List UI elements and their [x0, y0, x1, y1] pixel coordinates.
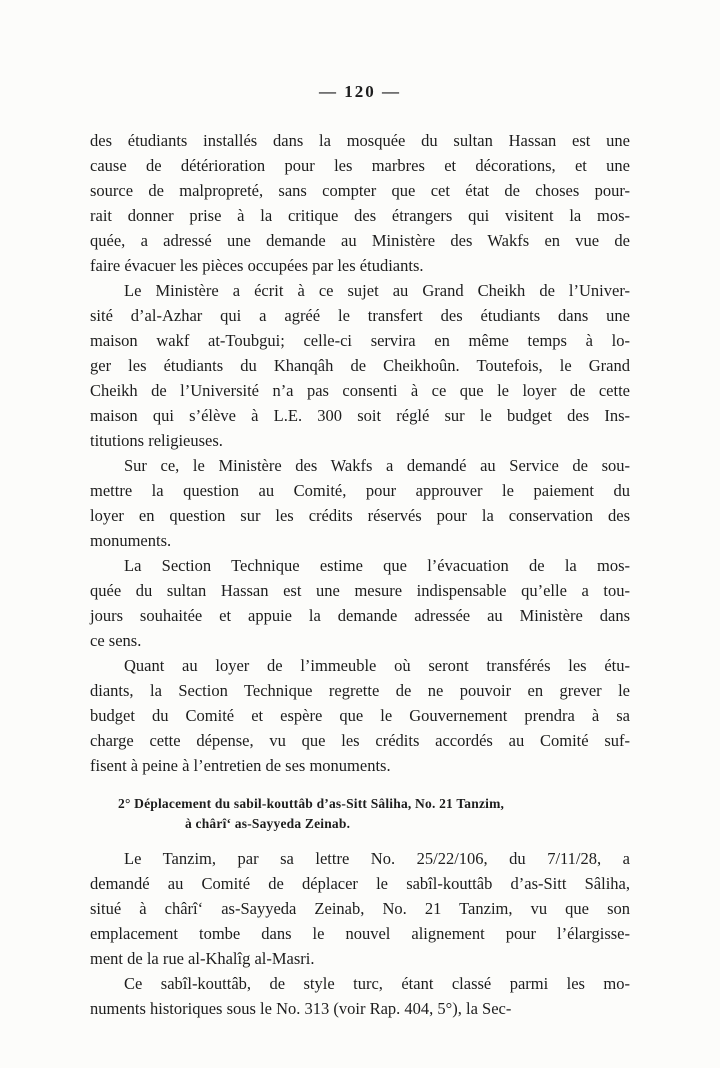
paragraph-wakfs-comite	[90, 453, 630, 553]
text-line: maison wakf at-Toubgui; celle-ci servira en même temps à lo-	[90, 331, 630, 350]
text-line: Sur ce, le Ministère des Wakfs a demandé au Service de sou-	[124, 456, 630, 475]
text-line: charge cette dépense, vu que les crédits accordés au Comité suf-	[90, 731, 630, 750]
text-line: fisent à peine à l’entretien de ses monuments.	[90, 756, 391, 775]
paragraph-ministere-cheikh	[90, 278, 630, 453]
text-line: emplacement tombe dans le nouvel alignement pour l’élargisse-	[90, 924, 630, 943]
text-line: maison qui s’élève à L.E. 300 soit réglé sur le budget des Ins-	[90, 406, 630, 425]
text-line: Le Tanzim, par sa lettre No. 25/22/106, du 7/11/28, a	[124, 849, 630, 868]
text-line: ment de la rue al-Khalîg al-Masri.	[90, 949, 315, 968]
text-line: mettre la question au Comité, pour approuver le paiement du	[90, 481, 630, 500]
section-heading-line-2: à chârî‘ as-Sayyeda Zeinab.	[185, 816, 351, 831]
page-number: — 120 —	[319, 82, 401, 101]
paragraph-section-technique	[90, 553, 630, 653]
text-line: monuments.	[90, 531, 172, 550]
paragraph-sabil-kouttab	[90, 971, 630, 1021]
text-line: numents historiques sous le No. 313 (voir Rap. 404, 5°), la Sec-	[90, 999, 512, 1018]
text-line: des étudiants installés dans la mosquée du sultan Hassan est une	[90, 131, 630, 150]
text-line: jours souhaitée et appuie la demande adressée au Ministère dans	[90, 606, 630, 625]
paragraph-tanzim-lettre	[90, 846, 630, 971]
text-line: Le Ministère a écrit à ce sujet au Grand Cheikh de l’Univer-	[124, 281, 630, 300]
text-line: La Section Technique estime que l’évacuation de la mos-	[124, 556, 630, 575]
text-line: cause de détérioration pour les marbres et décorations, et une	[90, 156, 630, 175]
paragraph-loyer-immeuble	[90, 653, 630, 778]
text-line: diants, la Section Technique regrette de ne pouvoir en grever le	[90, 681, 630, 700]
section-heading	[90, 794, 630, 834]
text-line: budget du Comité et espère que le Gouvernement prendra à sa	[90, 706, 630, 725]
text-line: Cheikh de l’Université n’a pas consenti à ce que le loyer de cette	[90, 381, 630, 400]
text-line: quée du sultan Hassan est une mesure indispensable qu’elle a tou-	[90, 581, 630, 600]
text-line: quée, a adressé une demande au Ministère des Wakfs en vue de	[90, 231, 630, 250]
text-line: Quant au loyer de l’immeuble où seront transférés les étu-	[124, 656, 630, 675]
text-line: faire évacuer les pièces occupées par les étudiants.	[90, 256, 424, 275]
text-line: demandé au Comité de déplacer le sabîl-kouttâb d’as-Sitt Sâliha,	[90, 874, 630, 893]
text-block	[90, 128, 630, 1021]
text-line: sité d’al-Azhar qui a agréé le transfert des étudiants dans une	[90, 306, 630, 325]
text-line: Ce sabîl-kouttâb, de style turc, étant classé parmi les mo-	[124, 974, 630, 993]
text-line: titutions religieuses.	[90, 431, 223, 450]
paragraph-students-mosque	[90, 128, 630, 278]
text-line: source de malpropreté, sans compter que cet état de choses pour-	[90, 181, 630, 200]
text-line: situé à chârî‘ as-Sayyeda Zeinab, No. 21 Tanzim, vu que son	[90, 899, 630, 918]
text-line: ger les étudiants du Khanqâh de Cheikhoûn. Toutefois, le Grand	[90, 356, 630, 375]
text-line: ce sens.	[90, 631, 142, 650]
section-heading-line-1: 2° Déplacement du sabil-kouttâb d’as-Sitt Sâliha, No. 21 Tanzim,	[118, 796, 505, 811]
text-line: rait donner prise à la critique des étrangers qui visitent la mos-	[90, 206, 630, 225]
text-line: loyer en question sur les crédits réservés pour la conservation des	[90, 506, 630, 525]
